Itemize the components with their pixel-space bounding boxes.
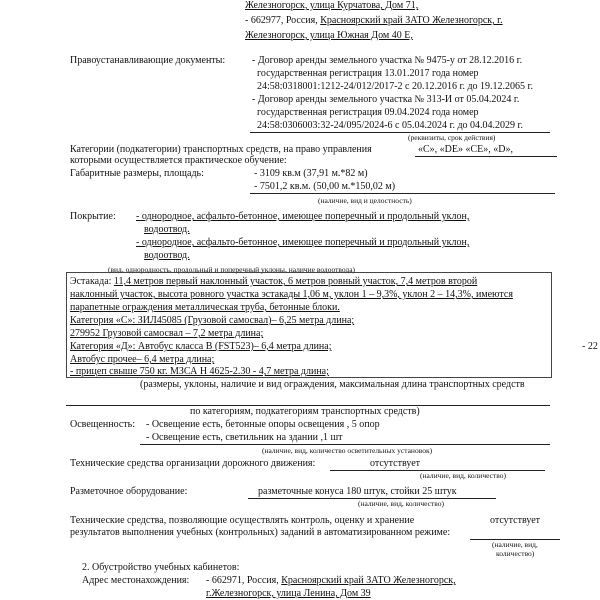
classroom-address-index: - 662971, Россия, (206, 575, 282, 586)
category-d-label: Категория «Д» (70, 341, 133, 352)
traffic-value: отсутствует (370, 458, 421, 469)
rights-label: Правоустанавливающие документы: (70, 55, 226, 66)
section-2-title: 2. Обустройство учебных кабинетов: (82, 562, 240, 573)
rights-doc-2: - Договор аренды земельного участка № 313-И от 05.04.2024 г. (252, 94, 520, 105)
control-label-2: результатов выполнения учебных (контрольных) заданий в автоматизированном режиме: (70, 527, 451, 538)
address-line-3: Железногорск, улица Южная Дом 40 Е, (245, 30, 413, 41)
estakada-line-6 (70, 341, 332, 353)
address-line-1: Железногорск, улица Курчатова, Дом 71, (245, 0, 419, 11)
categories-label-2: которыми осуществляется практическое обучение: (70, 155, 287, 166)
dimensions-underline (250, 193, 555, 194)
categories-underline (415, 156, 557, 157)
rights-doc-1-reg: государственная регистрация 13.01.2017 года номер (257, 68, 479, 79)
address-region: Красноярский край ЗАТО Железногорск, г. (320, 15, 503, 26)
coating-line-3: - однородное, асфальто-бетонное, имеющее поперечный и продольный уклон, (136, 237, 470, 248)
coating-line-1: - однородное, асфальто-бетонное, имеющее поперечный и продольный уклон, (136, 211, 470, 222)
traffic-label: Технические средства организации дорожного движения: (70, 458, 316, 469)
marking-caption: (наличие, вид, количество) (358, 499, 444, 508)
rights-doc-2-num: 24:58:0306003:32-24/095/2024-6 с 05.04.2024 г. до 04.04.2029 г. (257, 120, 524, 131)
categories-value: «С», «DE» «СЕ», «D», (418, 144, 513, 155)
estakada-line-8: - прицеп свыше 750 кг. МЗСА Н 4625-2.30 - 4,7 метра длина; (70, 366, 329, 377)
estakada-line-2: наклонный участок, высота ровного участка эстакады 1,06 м, уклон 1 – 9,3%, уклон 2 – 14,3%, имеются (70, 289, 513, 300)
estakada-line-7: Автобус прочее– 6,4 метра длина; (70, 354, 215, 365)
estakada-label: Эстакада: (70, 276, 114, 287)
category-c-label: Категория «С» (70, 315, 133, 326)
control-label-1: Технические средства, позволяющие осуществлять контроль, оценку и хранение (70, 515, 415, 526)
control-value: отсутствует (490, 515, 541, 526)
estakada-line-3: парапетные ограждения металлическая труба, бетонные блоки. (70, 302, 340, 313)
classroom-address-line-2: г.Железногорск, улица Ленина, Дом 39 (206, 588, 371, 599)
lighting-value-2: - Освещение есть, светильник на здании ,1 шт (146, 432, 343, 443)
dimensions-value-2: - 7501,2 кв.м. (50,00 м.*150,02 м) (254, 181, 396, 192)
address-line-2 (245, 15, 503, 27)
dimensions-value-1: - 3109 кв.м (37,91 м.*82 м) (254, 168, 368, 179)
categories-label-1: Категории (подкатегории) транспортных средств, на право управления (70, 144, 372, 155)
control-caption-1: (наличие, вид, (492, 540, 538, 549)
estakada-cut-text: - 22 (582, 341, 598, 352)
rights-doc-2-reg: государственная регистрация 09.04.2024 года номер (257, 107, 479, 118)
classroom-address-line-1 (206, 575, 456, 587)
marking-label: Разметочное оборудование: (70, 486, 188, 497)
lighting-label: Освещенность: (70, 419, 135, 430)
dimensions-label: Габаритные размеры, площадь: (70, 168, 204, 179)
lighting-value-1: - Освещение есть, бетонные опоры освещения , 5 опор (146, 419, 380, 430)
classroom-address-label: Адрес местонахождения: (82, 575, 190, 586)
estakada-caption-2: по категориям, подкатегориям транспортных средств) (190, 406, 420, 417)
estakada-line-5: 279952 Грузовой самосвал – 7,2 метра длина; (70, 328, 264, 339)
rights-doc-1: - Договор аренды земельного участка № 9475-у от 28.12.2016 г. (252, 55, 523, 66)
lighting-caption: (наличие, вид, количество осветительных установок) (262, 446, 433, 455)
traffic-caption: (наличие, вид, количество) (420, 471, 506, 480)
address-index: - 662977, Россия, (245, 15, 321, 26)
marking-value: разметочные конуса 180 штук, стойки 25 штук (258, 486, 457, 497)
control-caption-2: количество) (496, 549, 535, 558)
estakada-line-1 (70, 276, 477, 288)
estakada-caption: (размеры, уклоны, наличие и вид ограждения, максимальная длина транспортных средств (140, 379, 525, 390)
classroom-address-region: Красноярский край ЗАТО Железногорск, (281, 575, 456, 586)
rights-doc-1-num: 24:58:0318001:1212-24/012/2017-2 с 20.12.2016 г. до 19.12.2065 г. (257, 81, 534, 92)
category-c-vehicle: : ЗИЛ45085 (Грузовой самосвал)– 6,25 метра длина; (132, 315, 355, 326)
coating-line-2: водоотвод. (144, 224, 190, 235)
rights-underline (250, 132, 550, 133)
coating-caption: (вид, однородность, продольный и поперечный уклоны, наличие водоотвода) (108, 265, 356, 274)
dimensions-caption: (наличие, вид и целостность) (318, 196, 412, 205)
rights-caption: (реквизиты, срок действия) (408, 133, 496, 142)
coating-line-4: водоотвод. (144, 250, 190, 261)
coating-label: Покрытие: (70, 211, 116, 222)
category-d-vehicle: : Автобус класса В (FST523)– 6,4 метра длина; (132, 341, 332, 352)
lighting-underline (140, 444, 550, 445)
estakada-desc-1: 11,4 метров первый наклонный участок, 6 метров ровный участок, 7,4 метров второй (113, 276, 478, 287)
estakada-line-4 (70, 315, 354, 327)
